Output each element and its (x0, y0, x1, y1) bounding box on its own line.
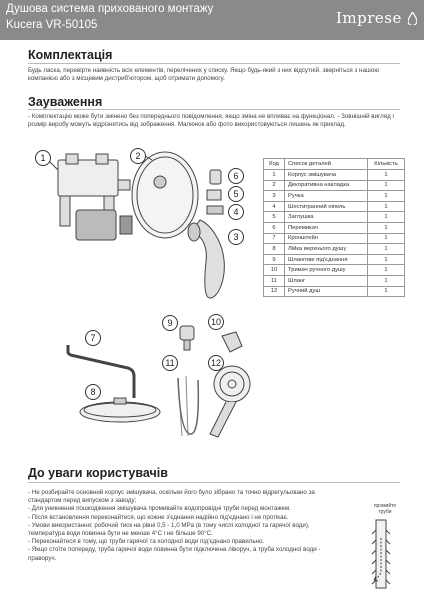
callout-11: 11 (162, 355, 178, 371)
header-bar (0, 0, 424, 40)
column-header: Кількість (368, 159, 405, 170)
divider (28, 63, 400, 64)
row-part: Ручний душ (285, 286, 368, 297)
row-part: Корпус змішувача (285, 170, 368, 181)
callout-6: 6 (228, 168, 244, 184)
table-row (264, 244, 405, 255)
callout-1: 1 (35, 150, 51, 166)
hand-shower-drawing (210, 366, 250, 437)
table-row (264, 191, 405, 202)
list-item: - Після встановлення переконайтеся, що кожне з'єднання надійно під'єднано і не протікає. (28, 513, 289, 521)
table-row (264, 275, 405, 286)
overhead-shower-drawing (80, 398, 160, 422)
callout-4: 4 (228, 204, 244, 220)
divider (28, 482, 400, 483)
row-qty: 1 (368, 275, 405, 286)
callout-5: 5 (228, 186, 244, 202)
row-qty: 1 (368, 191, 405, 202)
plug-drawing (207, 190, 221, 200)
hex-nipple-drawing (207, 206, 223, 214)
row-code: 11 (264, 275, 285, 286)
parts-table (263, 158, 405, 297)
row-code: 3 (264, 191, 285, 202)
row-qty: 1 (368, 180, 405, 191)
row-code: 8 (264, 244, 285, 255)
notes-heading: Зауваження (28, 95, 103, 109)
divider (28, 109, 400, 110)
callout-8: 8 (85, 384, 101, 400)
callout-12: 12 (208, 355, 224, 371)
table-row (264, 212, 405, 223)
row-qty: 1 (368, 244, 405, 255)
list-item: - Не розбирайте основний корпус змішувача, оскільки його було зібрано та точно відрегульовано за стандартом перед випуском з заводу; (28, 489, 315, 505)
row-part: Тримач ручного душу (285, 265, 368, 276)
callout-9: 9 (162, 315, 178, 331)
document-title: Душова система прихованого монтажу (6, 3, 214, 15)
attention-heading: До уваги користувачів (28, 466, 168, 480)
holder-drawing (222, 332, 242, 352)
column-header: Список деталей (285, 159, 368, 170)
row-code: 6 (264, 222, 285, 233)
model-name: Kucera VR-50105 (6, 19, 98, 31)
list-item: - Для уникнення пошкодження змішувача промивайте водопровідні труби перед монтажем. (28, 505, 291, 513)
shower-arm-drawing (68, 345, 134, 398)
row-part: Декоративна накладка (285, 180, 368, 191)
row-code: 4 (264, 201, 285, 212)
mixer-body-drawing (50, 154, 132, 240)
row-qty: 1 (368, 170, 405, 181)
table-row (264, 286, 405, 297)
row-part: Шестигранний ніпель (285, 201, 368, 212)
table-row (264, 180, 405, 191)
table-row (264, 265, 405, 276)
list-item: - Умови використання: робочий тиск на рівні 0,5 - 1,0 MPa (в тому числі холодної та гарячої води), температура води повинна бути не менше 4°C і не більше 90°C. (28, 521, 310, 538)
row-qty: 1 (368, 222, 405, 233)
table-row (264, 201, 405, 212)
row-code: 2 (264, 180, 285, 191)
row-code: 1 (264, 170, 285, 181)
table-row (264, 222, 405, 233)
row-part: Ручка (285, 191, 368, 202)
table-row (264, 170, 405, 181)
list-item: - Якщо стоїте попереду, труба гарячої води повинна бути підключена ліворуч, а труба холодної води - праворуч. (28, 546, 321, 562)
row-qty: 1 (368, 233, 405, 244)
cover-plate-drawing (132, 152, 198, 238)
callout-7: 7 (85, 330, 101, 346)
brand-logo: Imprese (336, 9, 402, 27)
row-part: Шланговe під'єднання (285, 254, 368, 265)
hose-connection-drawing (180, 326, 194, 350)
row-qty: 1 (368, 265, 405, 276)
row-code: 9 (264, 254, 285, 265)
row-qty: 1 (368, 212, 405, 223)
pipe-flush-icon (360, 500, 410, 590)
water-drop-icon (408, 12, 417, 25)
kit-text: Будь ласка, перевірте наявність всіх елементів, перелічених у списку. Якщо будь-який з них відсутній, зверніться з нашою компанією або з місцевим дистриб'ютором, щоб отримати допомогу. (28, 67, 379, 82)
callout-3: 3 (228, 229, 244, 245)
notes-text: - Комплектацію може бути змінено без попереднього повідомлення, якщо зміна не впливає на функціонал. - Зовнішній вигляд і розмір виробу можуть відрізнятись від зображення. Малюнок або фото використовуються лишень як приклад. (28, 113, 394, 128)
row-part: Шланг (285, 275, 368, 286)
callout-2: 2 (130, 148, 146, 164)
flush-pipes-label: промийте труби (373, 503, 397, 515)
handle-drawing (188, 220, 224, 298)
row-part: Заглушка (285, 212, 368, 223)
table-header-row (264, 159, 405, 170)
table-row (264, 233, 405, 244)
row-qty: 1 (368, 254, 405, 265)
row-qty: 1 (368, 201, 405, 212)
table-row (264, 254, 405, 265)
kit-heading: Комплектація (28, 48, 113, 62)
row-qty: 1 (368, 286, 405, 297)
row-code: 7 (264, 233, 285, 244)
column-header: Код (264, 159, 285, 170)
attention-list (28, 489, 348, 563)
row-part: Лійка верхнього душу (285, 244, 368, 255)
row-part: Перемикач (285, 222, 368, 233)
switch-drawing (210, 170, 221, 184)
row-code: 5 (264, 212, 285, 223)
list-item: - Переконайтеся в тому, що труби гарячої та холодної води під'єднано правильно. (28, 538, 265, 546)
row-part: Кронштейн (285, 233, 368, 244)
row-code: 10 (264, 265, 285, 276)
row-code: 12 (264, 286, 285, 297)
callout-10: 10 (208, 314, 224, 330)
